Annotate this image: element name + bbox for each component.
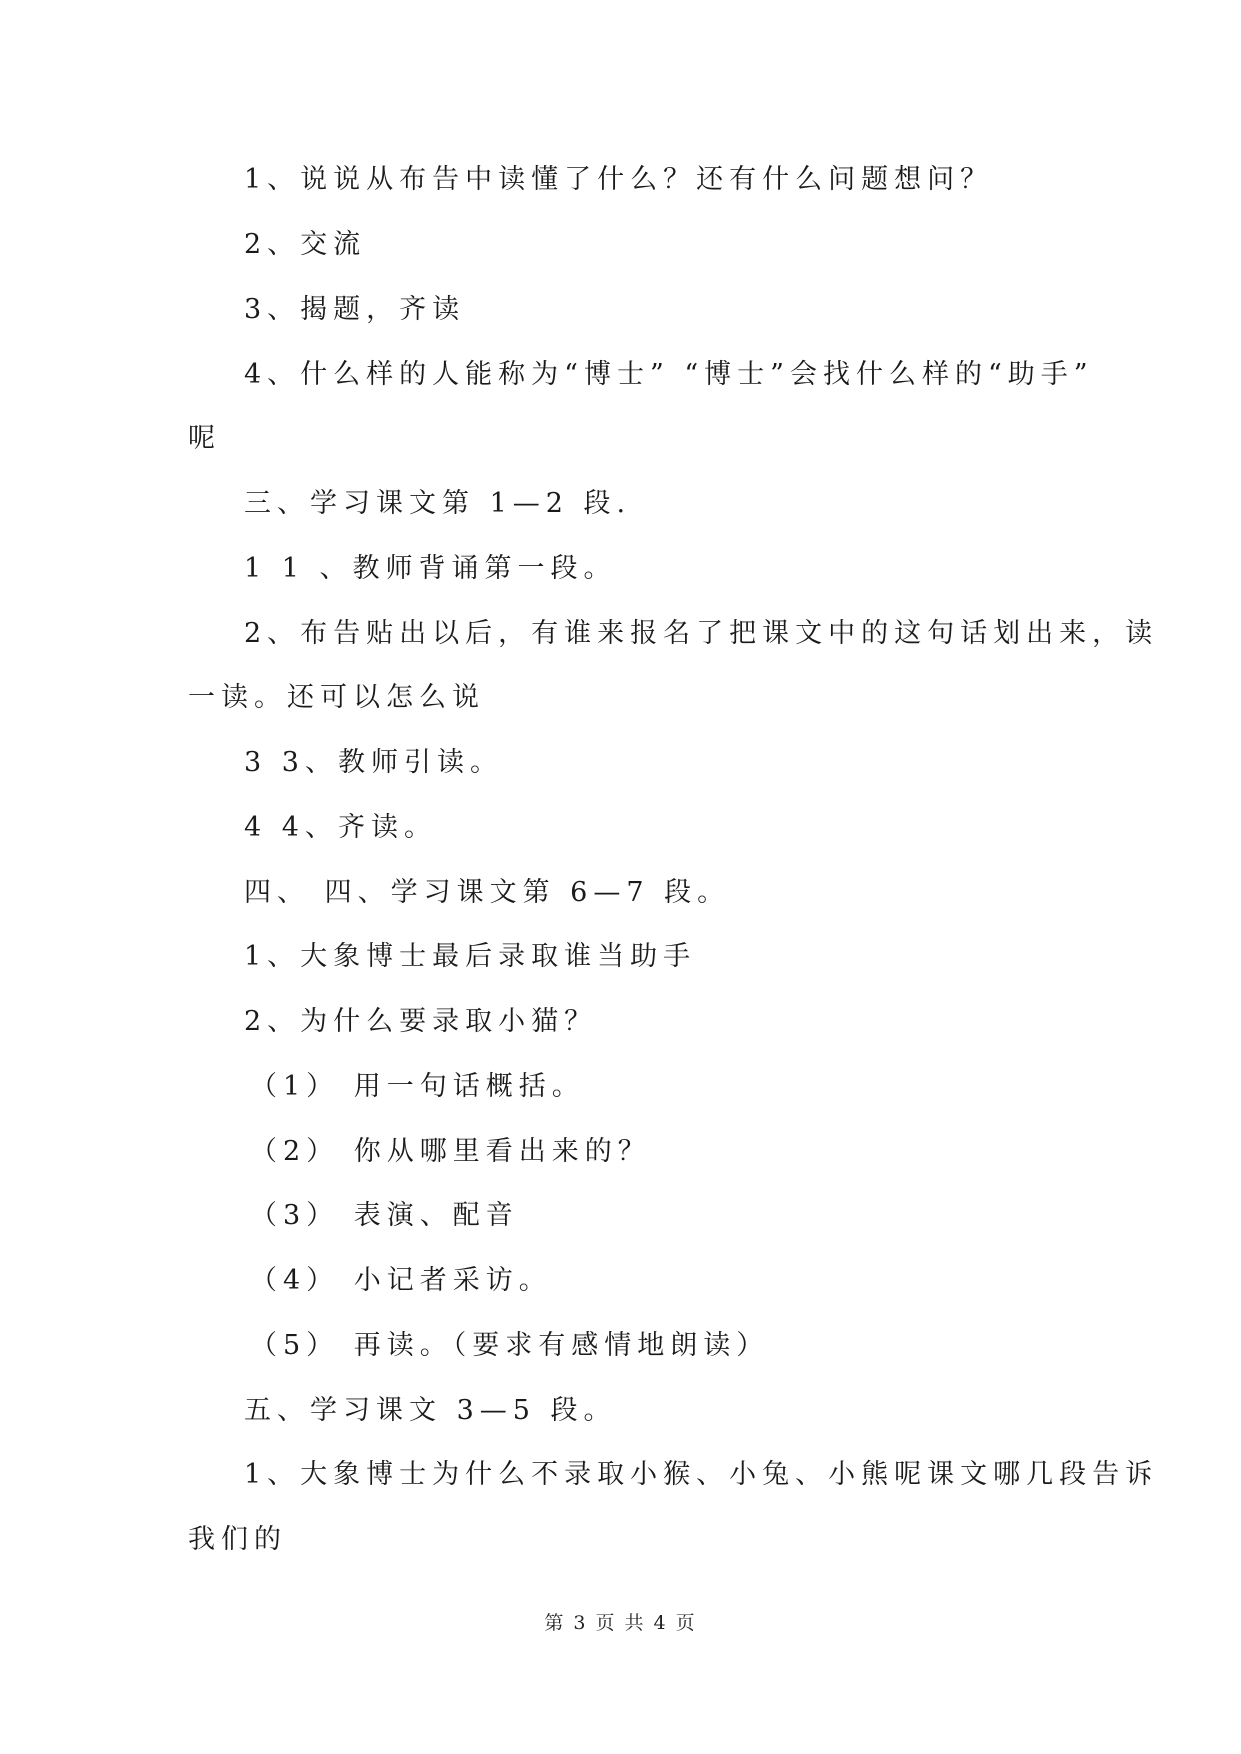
text-line: 2、为什么要录取小猫？ xyxy=(244,1006,598,1037)
section-heading: 五、学习课文 3—5 段。 xyxy=(244,1395,617,1426)
text-line: （5） 再读。（要求有感情地朗读） xyxy=(250,1330,770,1361)
text-line: 1、大象博士最后录取谁当助手 xyxy=(244,941,697,972)
text-line: 4 4、齐读。 xyxy=(244,812,437,843)
text-line: （4） 小记者采访。 xyxy=(250,1265,552,1296)
text-line: 4、什么样的人能称为“博士” “博士”会找什么样的“助手” xyxy=(244,359,1094,390)
text-line: 2、布告贴出以后，有谁来报名了把课文中的这句话划出来，读 xyxy=(244,618,1159,649)
text-line: 1 1 、教师背诵第一段。 xyxy=(244,553,617,584)
text-line: （2） 你从哪里看出来的？ xyxy=(250,1136,651,1167)
section-heading: 四、 四、学习课文第 6—7 段。 xyxy=(244,877,731,908)
text-line: 一读。还可以怎么说 xyxy=(188,682,485,713)
text-line: 1、大象博士为什么不录取小猴、小兔、小熊呢课文哪几段告诉 xyxy=(244,1459,1159,1490)
text-line: 2、交流 xyxy=(244,229,367,260)
text-line: 3 3、教师引读。 xyxy=(244,747,503,778)
section-heading: 三、学习课文第 1—2 段. xyxy=(244,488,632,519)
page-number-footer: 第 3 页 共 4 页 xyxy=(544,1612,697,1634)
text-line: （3） 表演、配音 xyxy=(250,1200,519,1231)
text-line: （1） 用一句话概括。 xyxy=(250,1071,585,1102)
text-line: 呢 xyxy=(188,423,221,454)
text-line: 3、揭题，齐读 xyxy=(244,294,466,325)
text-line: 1、说说从布告中读懂了什么？还有什么问题想问？ xyxy=(244,164,994,195)
text-line: 我们的 xyxy=(188,1524,287,1555)
